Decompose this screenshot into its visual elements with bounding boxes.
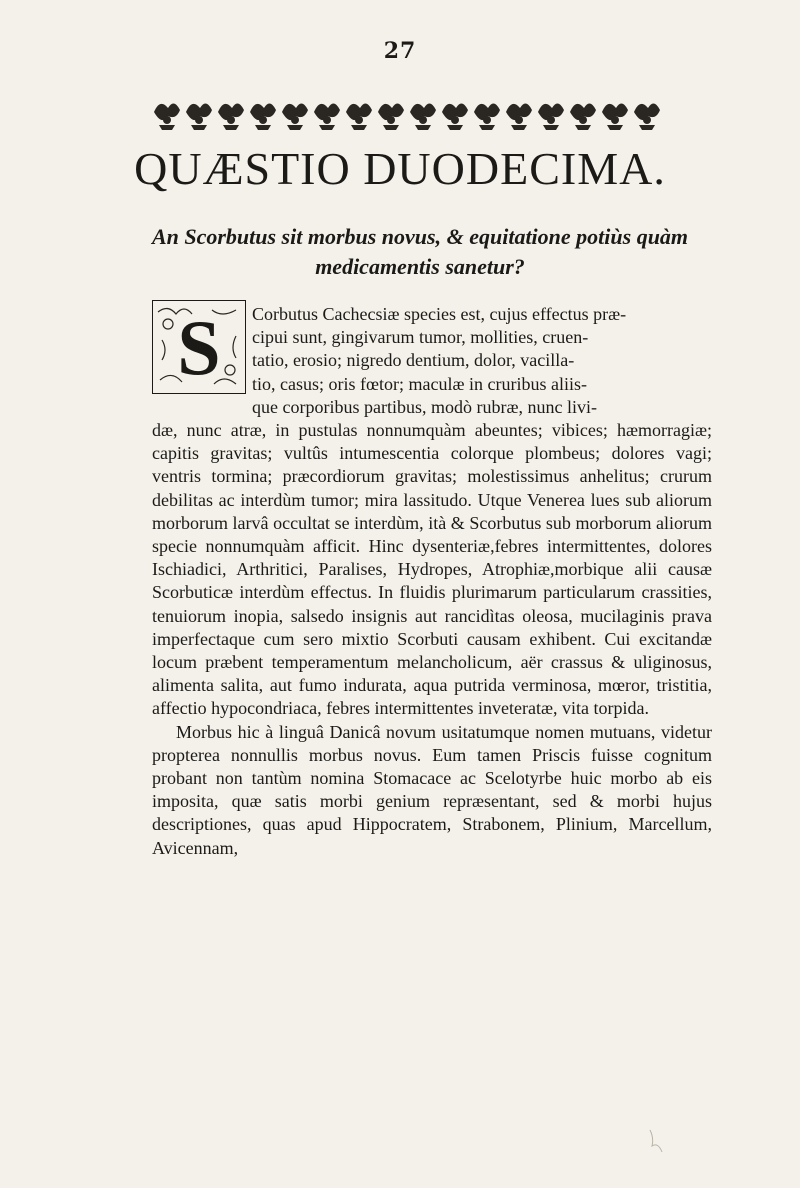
text-line: Corbutus Cachecsiæ species est, cujus effectus præ- (252, 304, 627, 324)
paragraph: Morbus hic à linguâ Danicâ novum usitatumque nomen mutuans, videtur propterea nonnullis morbus novus. Eum tamen Priscis fuisse cognitum probant non tantùm nomina Stomacace ac Scelotyrbe huic morbo ab eis imposita, quæ satis morbi genium repræsentant, sed & morbi hujus descriptiones, quas apud Hippocratem, Strabonem, Plinium, Marcellum, Avicennam, (152, 721, 712, 858)
scan-smudge (640, 1120, 680, 1160)
chapter-title: QUÆSTIO DUODECIMA. (134, 143, 666, 194)
body-text-continuation (152, 419, 712, 860)
body-text-lead (152, 303, 712, 419)
text-line: tatio, erosio; nigredo dentium, dolor, vacilla- (252, 350, 575, 371)
text-line: que corporibus partibus, modò rubræ, nunc livi- (252, 396, 597, 417)
page-number: 27 (383, 38, 417, 64)
text-line: cipui sunt, gingivarum tumor, mollities, cruen- (252, 327, 589, 348)
text-line: tio, casus; oris fœtor; maculæ in cruribus aliis- (252, 373, 587, 394)
paragraph: dæ, nunc atræ, in pustulas nonnumquàm abeuntes; vibices; hæmorragiæ; capitis gravitas; vultûs intumescentia colorque plombeus; dolores vagi; ventris tormina; præcordiorum gravitas; molestissimus anhelitus; crurum debilitas ac interdùm tumor; mira lassitudo. Utque Venerea lues sub aliorum morborum larvâ occultat se interdùm, ità & Scorbutus sub morborum aliorum specie nonnumquàm afficit. Hinc dysenteriæ,febres intermittentes, dolores Ischiadici, Arthritici, Paralises, Hydropes, Atrophiæ,morbique alii causæ Scorbuticæ interdùm effectus. In fluidis plurimarum particularum crassities, tenuiorum inopia, salsedo insignis aut rancidìtas oleosa, mucilaginis prava imperfectaque cum sero mixtio Scorbuti causam exhibent. Cui excitandæ locum præbent temperamentum melancholicum, aër crassus & uliginosus, alimenta salita, aut fumo indurata, aqua putrida verminosa, mœror, tristitia, affectio hypocondriaca, febres intermittentes inveteratæ, vita torpida. (152, 420, 712, 719)
chapter-subtitle: An Scorbutus sit morbus novus, & equitatione potiùs quàm medicamentis sanetur? (151, 224, 689, 279)
dropcap-letter: S (177, 304, 221, 391)
decorative-ornament-band (150, 92, 670, 132)
